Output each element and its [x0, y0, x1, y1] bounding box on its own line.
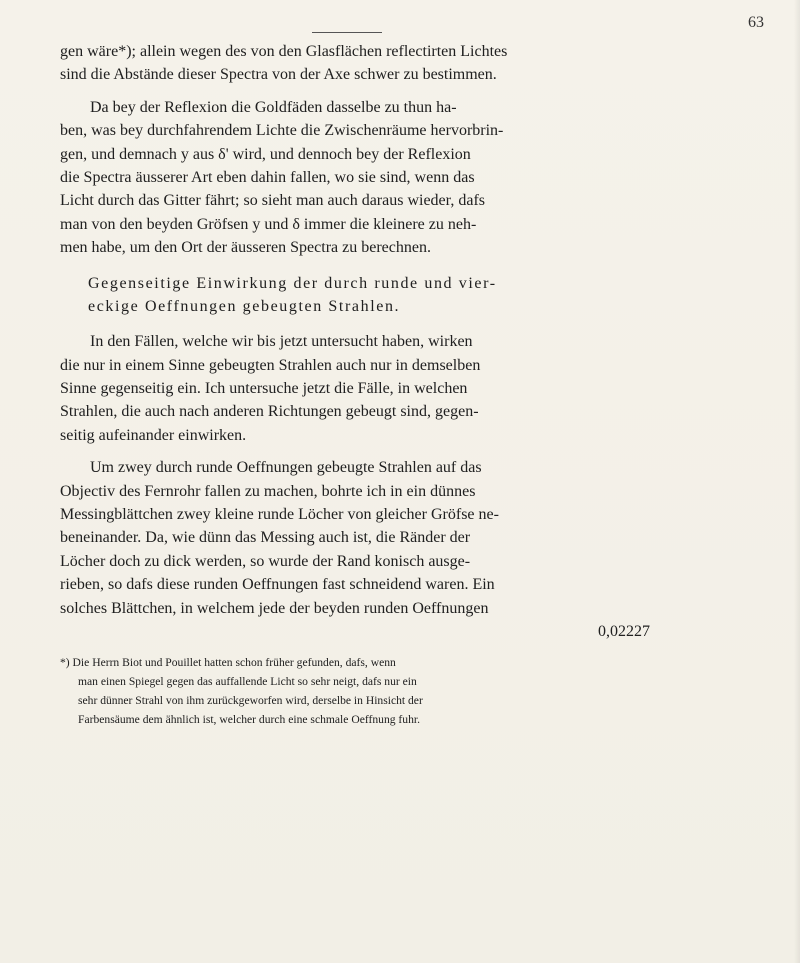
paragraph-cases [60, 330, 718, 447]
text-line: rieben, so dafs diese runden Oeffnungen fast schneidend waren. Ein [60, 576, 495, 594]
section-heading [60, 272, 718, 319]
paragraph-continuation [60, 40, 718, 87]
heading-line: eckige Oeffnungen gebeugten Strahlen. [88, 297, 401, 315]
paragraph-reflexion [60, 96, 718, 260]
text-line: gen wäre*); allein wegen des von den Glasflächen reflectirten Lichtes [60, 43, 508, 60]
text-line: men habe, um den Ort der äusseren Spectra zu berechnen. [60, 239, 431, 257]
page-number: 63 [748, 14, 764, 31]
page-body [60, 40, 718, 729]
text-line: Um zwey durch runde Oeffnungen gebeugte Strahlen auf das [90, 459, 482, 477]
header-rule [312, 32, 382, 33]
text-line: man von den beyden Gröfsen y und δ immer die kleinere zu neh- [60, 215, 477, 233]
text-line: Licht durch das Gitter fährt; so sieht man auch daraus wieder, dafs [60, 192, 485, 210]
heading-line: Gegenseitige Einwirkung der durch runde und vier- [88, 274, 497, 292]
text-line: ben, was bey durchfahrendem Lichte die Zwischenräume hervorbrin- [60, 122, 504, 140]
footnote [60, 653, 718, 729]
text-line: beneinander. Da, wie dünn das Messing auch ist, die Ränder der [60, 529, 471, 547]
footnote-line: man einen Spiegel gegen das auffallende Licht so sehr neigt, dafs nur ein [78, 675, 417, 689]
text-line: gen, und demnach y aus δ' wird, und dennoch bey der Reflexion [60, 145, 471, 163]
text-line: Sinne gegenseitig ein. Ich untersuche jetzt die Fälle, in welchen [60, 380, 468, 398]
text-line: Objectiv des Fernrohr fallen zu machen, bohrte ich in ein dünnes [60, 482, 476, 500]
page-edge-shadow [794, 0, 800, 963]
text-line: die nur in einem Sinne gebeugten Strahlen auch nur in demselben [60, 356, 481, 374]
paragraph-experiment [60, 456, 718, 620]
text-line: sind die Abstände dieser Spectra von der Axe schwer zu bestimmen. [60, 66, 497, 84]
text-line: seitig aufeinander einwirken. [60, 426, 247, 444]
footnote-line: *) Die Herrn Biot und Pouillet hatten schon früher gefunden, dafs, wenn [60, 656, 396, 670]
text-line: Löcher doch zu dick werden, so wurde der Rand konisch ausge- [60, 552, 471, 570]
text-line: die Spectra äusserer Art eben dahin fallen, wo sie sind, wenn das [60, 168, 475, 186]
footnote-line: sehr dünner Strahl von ihm zurückgeworfen wird, derselbe in Hinsicht der [78, 694, 423, 708]
footnote-line: Farbensäume dem ähnlich ist, welcher durch eine schmale Oeffnung fuhr. [78, 713, 421, 727]
catchword: 0,02227 [598, 622, 650, 640]
text-line: In den Fällen, welche wir bis jetzt untersucht haben, wirken [90, 333, 473, 351]
text-line: Strahlen, die auch nach anderen Richtungen gebeugt sind, gegen- [60, 403, 479, 421]
text-line: Messingblättchen zwey kleine runde Löcher von gleicher Gröfse ne- [60, 506, 499, 524]
text-line: Da bey der Reflexion die Goldfäden dasselbe zu thun ha- [90, 98, 457, 116]
text-line: solches Blättchen, in welchem jede der beyden runden Oeffnungen [60, 599, 489, 617]
